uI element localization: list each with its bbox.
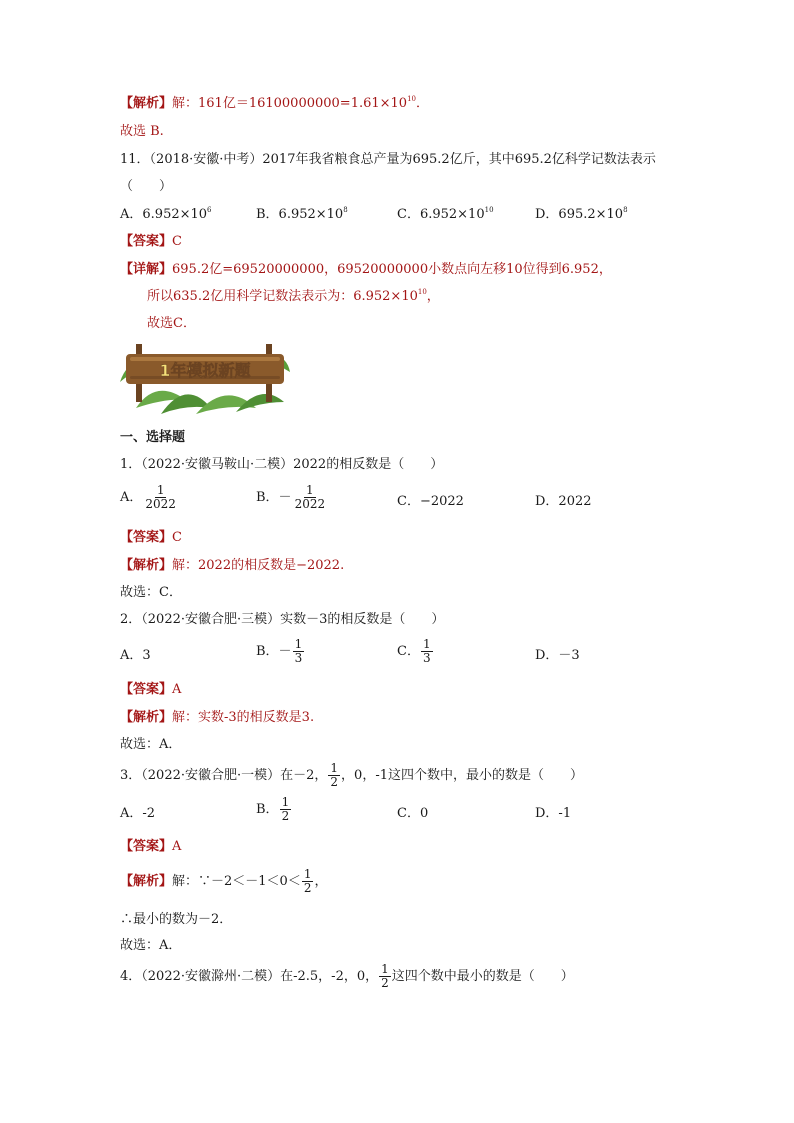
q3-line-2: ∴最小的数为－2． [120, 912, 233, 927]
q2-option-c: C． $\frac{1}{3}$ [397, 637, 431, 665]
q4-stem: 4．（2022·安徽滁州·二模）在-2.5，-2，0， $\frac{1}{2}$ 这四个数中最小的数是（ ） [120, 962, 574, 990]
q2-option-a: A．3 [120, 648, 151, 663]
q11-option-c: C．$6.952\times 10^{10}$ [397, 206, 494, 222]
q1-analysis: 【解析】解：2022的相反数是−2022. [120, 558, 345, 573]
q1-stem: 1．（2022·安徽马鞍山·二模）2022的相反数是（ ） [120, 457, 444, 472]
q1-conclusion: 故选：C． [120, 585, 182, 600]
analysis-text: 解：161亿$=16100000000=1.61\times 10^{10}$． [172, 95, 430, 111]
q3-conclusion: 故选：A． [120, 938, 182, 953]
q2-stem: 2．（2022·安徽合肥·三模）实数－3的相反数是（ ） [120, 612, 445, 627]
section-heading: 一、选择题 [120, 430, 186, 445]
q3-option-b: B． $\frac{1}{2}$ [256, 795, 290, 823]
q1-answer: 【答案】C [120, 530, 182, 545]
q11-paren: （ ） [120, 179, 173, 194]
q2-conclusion: 故选：A． [120, 737, 182, 752]
q2-option-d: D．－3 [535, 648, 580, 663]
q11-stem: 11．（2018·安徽·中考）2017年我省粮食总产量为695.2亿斤，其中695.2亿科学记数法表示 [120, 152, 656, 167]
q2-analysis: 【解析】解：实数-3的相反数是3. [120, 710, 315, 725]
q1-option-d: D．2022 [535, 494, 592, 509]
q3-stem: 3．（2022·安徽合肥·一模）在－2， $\frac{1}{2}$ ，0，-1这四个数中，最小的数是（ ） [120, 761, 583, 789]
q1-option-a: A． $\frac{1}{2022}$ [120, 483, 176, 511]
q3-analysis: 【解析】解：∵－2＜－1＜0＜ $\frac{1}{2}$ ， [120, 867, 328, 895]
q2-option-b: B．－ $\frac{1}{3}$ [256, 637, 303, 665]
q11-detail-3: 故选C． [147, 316, 196, 331]
q2-answer: 【答案】A [120, 682, 182, 697]
q3-option-a: A．-2 [120, 806, 156, 821]
q11-option-b: B．$6.952\times 10^8$ [256, 206, 348, 222]
q11-detail-2: 所以635.2亿用科学记数法表示为：$6.952\times 10^{10}$， [147, 288, 440, 304]
q3-option-c: C．0 [397, 806, 429, 821]
q3-answer: 【答案】A [120, 839, 182, 854]
q11-detail: 【详解】695.2亿=69520000000，69520000000小数点向左移10位得到6.952， [120, 262, 612, 277]
q3-option-d: D．-1 [535, 806, 572, 821]
q11-option-a: A．$6.952\times 10^6$ [120, 206, 212, 222]
analysis-line [120, 95, 429, 113]
q1-option-c: C．−2022 [397, 494, 464, 509]
section-banner [116, 338, 292, 418]
q1-option-b: B．－ $\frac{1}{2022}$ [256, 483, 326, 511]
q11-answer: 【答案】C [120, 234, 182, 249]
analysis-tag: 【解析】 [120, 96, 173, 111]
q11-option-d: D．$695.2\times 10^8$ [535, 206, 628, 222]
banner-title: 1年模拟新题 [159, 361, 251, 380]
conclusion-line: 故选 B. [120, 124, 164, 139]
